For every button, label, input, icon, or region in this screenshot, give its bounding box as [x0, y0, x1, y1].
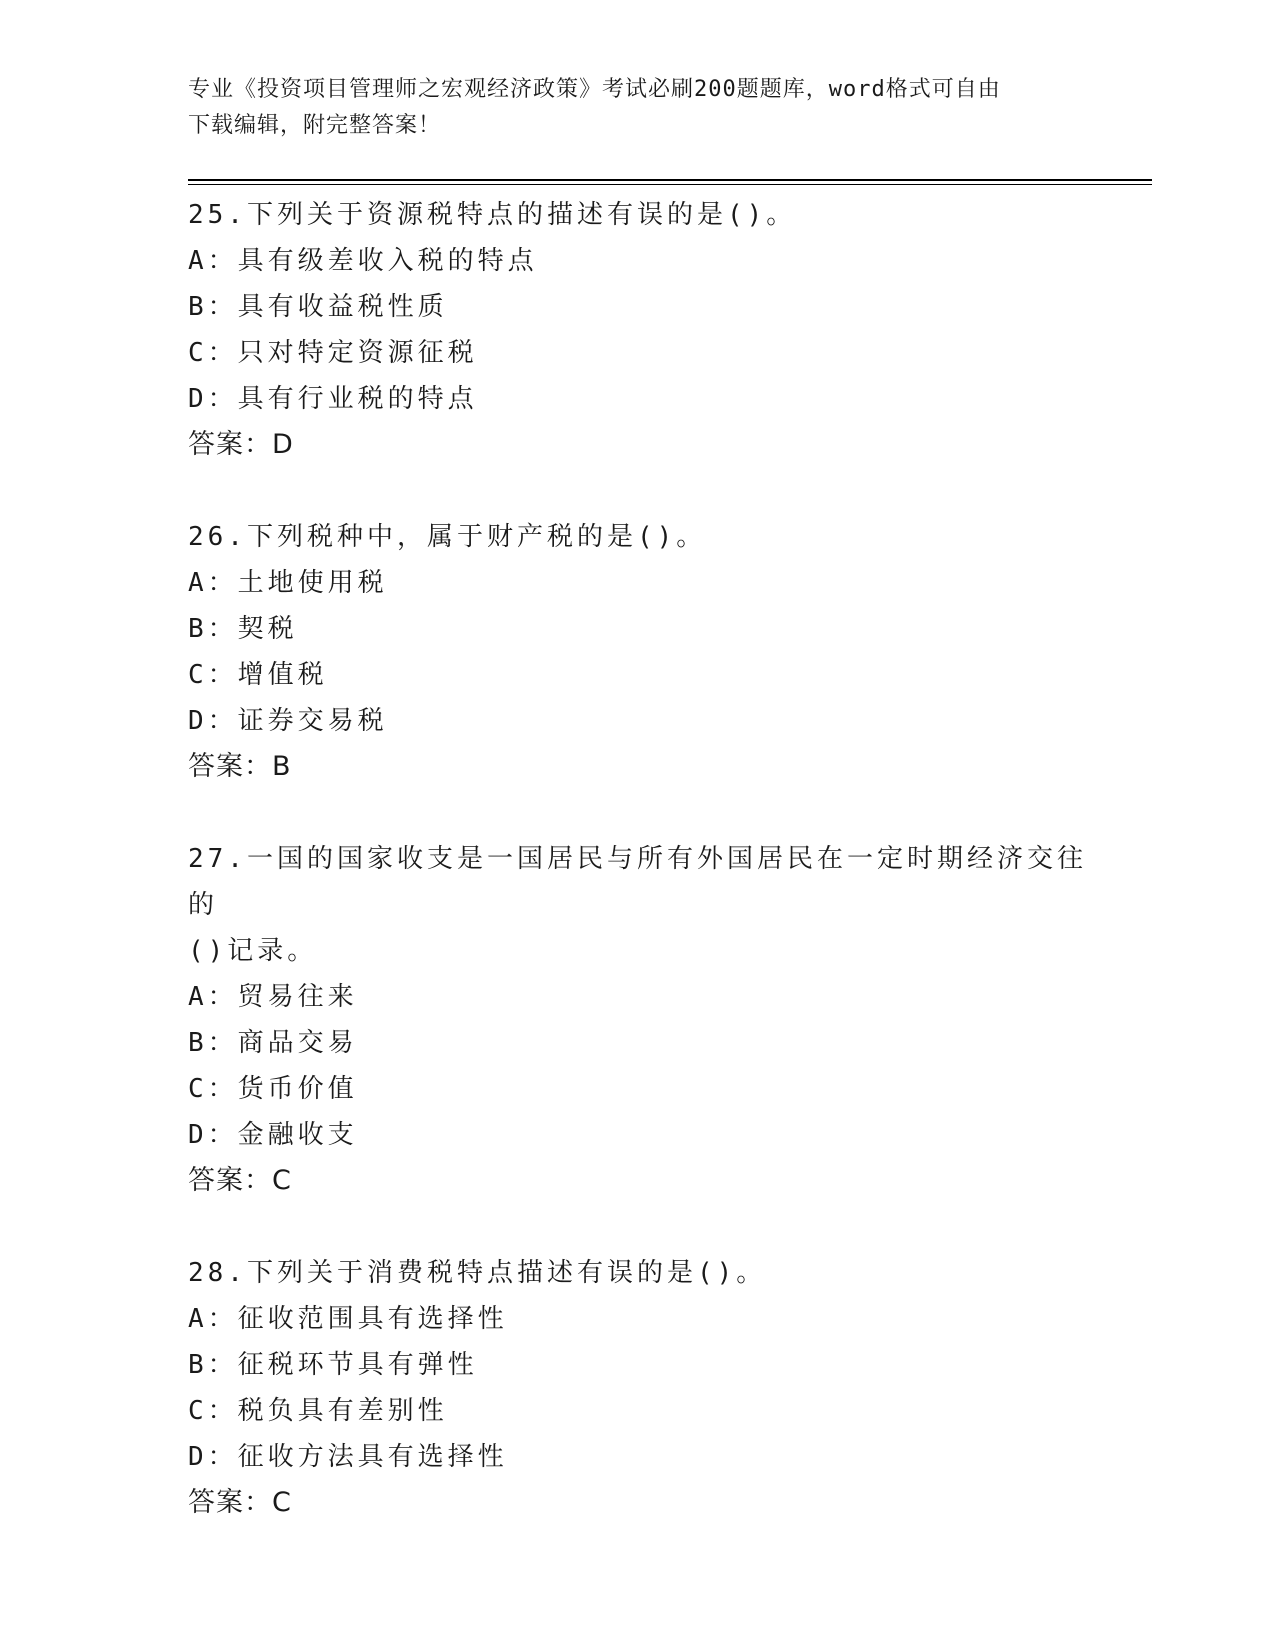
option-b: B：契税 — [188, 614, 298, 644]
question-stem: 26.下列税种中，属于财产税的是()。 — [188, 522, 707, 552]
option-b: B：征税环节具有弹性 — [188, 1350, 478, 1380]
option-c: C：增值税 — [188, 660, 328, 690]
header-line-1: 专业《投资项目管理师之宏观经济政策》考试必刷200题题库，word格式可自由 — [188, 77, 1001, 102]
option-d: D：具有行业税的特点 — [188, 384, 478, 414]
option-a: A：贸易往来 — [188, 982, 358, 1012]
document-header — [188, 72, 1068, 144]
option-d: D：证券交易税 — [188, 706, 388, 736]
option-c: C：税负具有差别性 — [188, 1396, 448, 1426]
header-divider-thin — [188, 184, 1152, 185]
option-c: C：只对特定资源征税 — [188, 338, 478, 368]
option-a: A：土地使用税 — [188, 568, 388, 598]
header-divider-thick — [188, 179, 1152, 181]
question-26 — [188, 514, 1088, 790]
question-list — [188, 192, 1088, 1572]
option-d: D：金融收支 — [188, 1120, 358, 1150]
option-c: C：货币价值 — [188, 1074, 358, 1104]
question-stem: 28.下列关于消费税特点描述有误的是()。 — [188, 1258, 767, 1288]
answer: 答案：B — [188, 751, 292, 782]
answer: 答案：D — [188, 429, 294, 460]
question-stem-line-2: ()记录。 — [188, 936, 318, 966]
option-b: B：商品交易 — [188, 1028, 358, 1058]
header-line-2: 下载编辑，附完整答案！ — [188, 113, 442, 138]
option-a: A：征收范围具有选择性 — [188, 1304, 508, 1334]
question-stem: 25.下列关于资源税特点的描述有误的是()。 — [188, 200, 797, 230]
option-a: A：具有级差收入税的特点 — [188, 246, 538, 276]
question-25 — [188, 192, 1088, 468]
answer: 答案：C — [188, 1487, 292, 1518]
option-d: D：征收方法具有选择性 — [188, 1442, 508, 1472]
question-stem-line-1: 27.一国的国家收支是一国居民与所有外国居民在一定时期经济交往的 — [188, 844, 1087, 920]
question-28 — [188, 1250, 1088, 1526]
answer: 答案：C — [188, 1165, 292, 1196]
question-27 — [188, 836, 1088, 1204]
option-b: B：具有收益税性质 — [188, 292, 448, 322]
